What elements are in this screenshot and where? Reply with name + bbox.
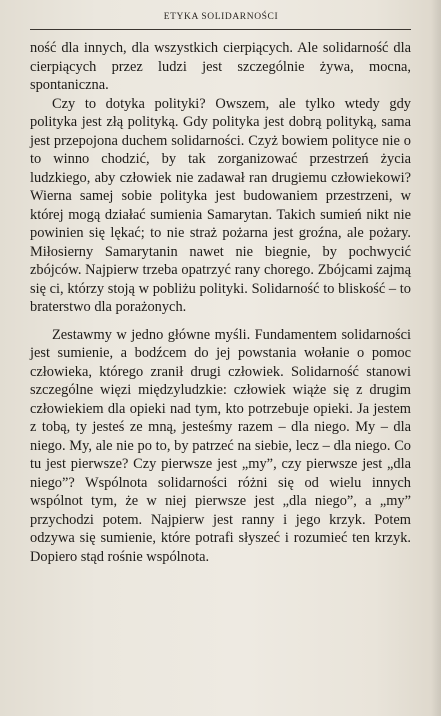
running-head: ETYKA SOLIDARNOŚCI	[163, 12, 279, 22]
header-rule	[30, 29, 411, 30]
page-edge-shadow	[431, 0, 441, 716]
paragraph-summary: Zestawmy w jedno główne myśli. Fundamentem solidarności jest sumienie, a bodźcem do jej powstania wołanie o pomoc człowieka, którego zranił drugi człowiek. Solidarność stanowi szczególne więzi międzyludzkie: człowiek wiąże się z drugim człowiekiem dla opieki nad tym, kto potrzebuje opieki. Ja jestem z tobą, ty jesteś ze mną, jesteśmy razem – dla niego. My – dla niego. My, ale nie po to, by patrzeć na siebie, lecz – dla niego. Co tu jest pierwsze? Czy pierwsze jest „my”, czy pierwsze jest „dla niego”? Wspólnota solidarności różni się od wielu innych wspólnot tym, że w niej pierwsze jest „dla niego”, a „my” przychodzi potem. Najpierw jest ranny i jego krzyk. Potem odzywa się sumienie, które potrafi słyszeć i rozumieć ten krzyk. Dopiero stąd rośnie wspólnota.	[30, 326, 411, 565]
paragraph-politics: Czy to dotyka polityki? Owszem, ale tylko wtedy gdy polityka jest złą polityką. Gdy polityka jest dobrą polityką, sama jest przepojona duchem solidarności. Czyż bowiem polityce nie o to winno chodzić, by tak zorganizować przestrzeń życia ludzkiego, aby człowiek nie zadawał ran drugiemu człowiekowi? Wierna samej sobie polityka jest budowaniem przestrzeni, w której mogą działać sumienia Samarytan. Takich sumień nikt nie powinien się lękać; to nie straż pożarna jest groźna, ale pożary. Miłosierny Samarytanin nawet nie biegnie, by pochwycić zbójców. Najpierw trzeba opatrzyć rany chorego. Zbójcami zajmą się ci, którzy stoją w pobliżu polityki. Solidarność to bliskość – to braterstwo dla porażonych.	[30, 95, 411, 315]
paragraph-gap	[30, 317, 411, 326]
body-text	[30, 39, 411, 566]
paragraph-continuation: ność dla innych, dla wszystkich cierpiących. Ale solidarność dla cierpiących przez ludzi jest szczególnie żywa, mocna, spontaniczna.	[30, 40, 411, 93]
